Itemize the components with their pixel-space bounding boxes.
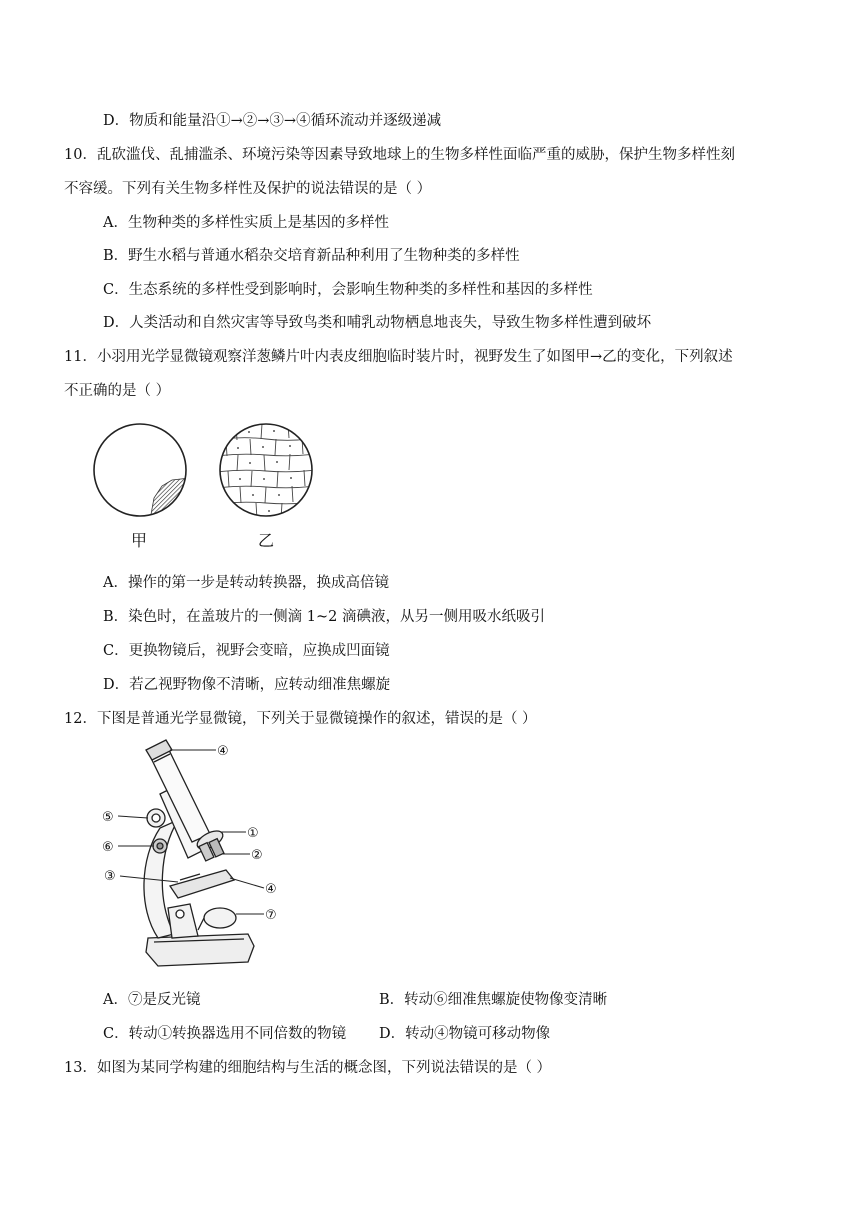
q11-stem-line2: 不正确的是（ ）: [64, 383, 171, 399]
q11-option-c: C．更换物镜后，视野会变暗，应换成凹面镜: [103, 643, 390, 659]
q12-option-d: D．转动④物镜可移动物像: [379, 1026, 551, 1042]
q12-stem: 12．下图是普通光学显微镜，下列关于显微镜操作的叙述，错误的是（ ）: [64, 711, 537, 727]
microscope-label-1: ①: [247, 826, 259, 841]
microscope-label-5: ⑤: [102, 810, 114, 825]
microscope-label-6: ⑥: [102, 840, 114, 855]
q10-stem-line1: 10．乱砍滥伐、乱捕滥杀、环境污染等因素导致地球上的生物多样性面临严重的威胁，保护生物多样性刻: [64, 147, 735, 163]
q10-option-b: B．野生水稻与普通水稻杂交培育新品种利用了生物种类的多样性: [103, 248, 520, 264]
q12-option-b: B．转动⑥细准焦螺旋使物像变清晰: [379, 992, 608, 1008]
q10-option-d: D．人类活动和自然灾害等导致鸟类和哺乳动物栖息地丧失，导致生物多样性遭到破坏: [103, 315, 652, 331]
q11-option-d: D．若乙视野物像不清晰，应转动细准焦螺旋: [103, 677, 391, 693]
microscope-label-2: ②: [251, 848, 263, 863]
q10-stem-line2: 不容缓。下列有关生物多样性及保护的说法错误的是（ ）: [64, 181, 432, 197]
microscope-label-7: ⑦: [265, 908, 277, 923]
microscope-label-4-stage: ④: [265, 882, 277, 897]
q12-option-c: C．转动①转换器选用不同倍数的物镜: [103, 1026, 347, 1042]
q11-option-a: A．操作的第一步是转动转换器，换成高倍镜: [103, 575, 389, 591]
figure-label-yi: 乙: [258, 531, 275, 550]
q11-option-b: B．染色时，在盖玻片的一侧滴 1~2 滴碘液，从另一侧用吸水纸吸引: [103, 609, 545, 625]
microscope-label-4-top: ④: [217, 744, 229, 759]
q12-option-a: A．⑦是反光镜: [103, 992, 201, 1008]
q11-stem-line1: 11．小羽用光学显微镜观察洋葱鳞片叶内表皮细胞临时装片时，视野发生了如图甲→乙的变化，下列叙述: [64, 349, 733, 365]
q13-stem: 13．如图为某同学构建的细胞结构与生活的概念图，下列说法错误的是（ ）: [64, 1060, 552, 1076]
microscope-label-3: ③: [104, 869, 116, 884]
field-of-view-jia: [90, 420, 190, 520]
microscope-figure: [98, 738, 300, 972]
figure-label-jia: 甲: [131, 531, 148, 550]
q10-option-c: C．生态系统的多样性受到影响时，会影响生物种类的多样性和基因的多样性: [103, 282, 593, 298]
field-of-view-yi: [216, 420, 316, 520]
q10-option-a: A．生物种类的多样性实质上是基因的多样性: [103, 215, 389, 231]
q9-option-d: D．物质和能量沿①→②→③→④循环流动并逐级递减: [103, 113, 442, 129]
